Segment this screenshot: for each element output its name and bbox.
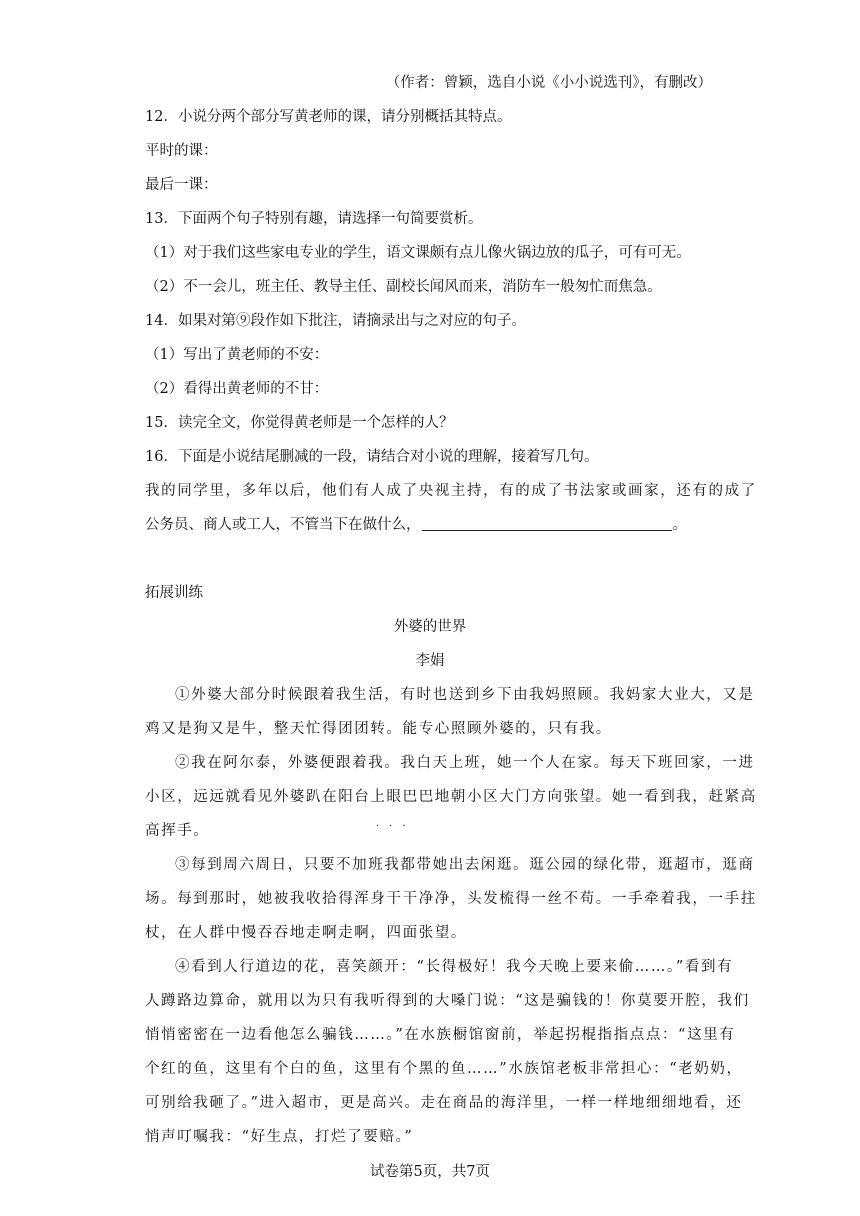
passage-title: 外婆的世界 (393, 619, 467, 635)
question-16-line2-suffix: 。 (672, 517, 687, 533)
question-12-b: 最后一课： (145, 177, 218, 193)
passage-p4-line5: 可别给我砸了。”进入超市，更是高兴。走在商品的海洋里，一样一样地细细地看，还 (145, 1095, 743, 1111)
question-13: 13．下面两个句子特别有趣，请选择一句简要赏析。 (145, 211, 483, 227)
question-15: 15．读完全文，你觉得黄老师是一个怎样的人？ (145, 415, 454, 431)
question-12: 12．小说分两个部分写黄老师的课，请分别概括其特点。 (145, 109, 512, 125)
answer-blank[interactable] (422, 516, 672, 531)
question-16-line2 (145, 515, 687, 535)
passage-p4-line1: ④看到人行道边的花，喜笑颜开：“长得极好！我今天晚上要来偷……。”看到有 (175, 959, 734, 975)
question-12-a: 平时的课： (145, 143, 218, 159)
passage-p4-line6: 悄声叮嘱我：“好生点，打烂了要赔。” (145, 1129, 414, 1145)
passage-p3-line2: 场。每到那时，她被我收拾得浑身干干净净，头发梳得一丝不苟。一手牵着我，一手拄 (145, 891, 757, 907)
passage-p3-line1: ③每到周六周日，只要不加班我都带她出去闲逛。逛公园的绿化带，逛超市，逛商 (175, 857, 755, 873)
question-14-1: （1）写出了黄老师的不安： (145, 347, 329, 363)
section-label: 拓展训练 (145, 585, 203, 601)
passage-p1-line2: 鸡又是狗又是牛，整天忙得团团转。能专心照顾外婆的，只有我。 (145, 721, 612, 737)
passage-p4-line3: 悄悄密密在一边看他怎么骗钱……。”在水族橱馆窗前，举起拐棍指指点点：“这里有 (145, 1027, 736, 1043)
passage-author: 李娟 (415, 653, 445, 669)
page-footer: 试卷第5页，共7页 (370, 1164, 490, 1180)
question-13-2: （2）不一会儿，班主任、教导主任、副校长闻风而来，消防车一般匆忙而焦急。 (145, 279, 662, 295)
passage-p4-line4: 个红的鱼，这里有个白的鱼，这里有个黑的鱼……”水族馆老板非常担心：“老奶奶， (145, 1061, 743, 1077)
question-16-line1: 我的同学里，多年以后，他们有人成了央视主持，有的成了书法家或画家，还有的成了 (145, 483, 757, 499)
question-14-2: （2）看得出黄老师的不甘： (145, 381, 329, 397)
passage-p4-line2: 人蹲路边算命，就用以为只有我听得到的大嗓门说：“这是骗钱的！你莫要开腔，我们 (145, 993, 750, 1009)
question-16-line2-prefix: 公务员、商人或工人，不管当下在做什么， (145, 517, 421, 533)
passage-p3-line3: 杖，在人群中慢吞吞地走啊走啊，四面张望。 (145, 925, 467, 941)
question-13-1: （1）对于我们这些家电专业的学生，语文课颇有点儿像火锅边放的瓜子，可有可无。 (145, 245, 691, 261)
question-14: 14．如果对第⑨段作如下批注，请摘录出与之对应的句子。 (145, 313, 526, 329)
source-line: （作者：曾颖，选自小说《小小说选刊》，有删改） (385, 75, 712, 91)
question-16: 16．下面是小说结尾删减的一段，请结合对小说的理解，接着写几句。 (145, 449, 599, 465)
passage-p1-line1: ①外婆大部分时候跟着我生活，有时也送到乡下由我妈照顾。我妈家大业大，又是 (175, 687, 755, 703)
passage-p2-line2: 小区，远远就看见外婆趴在阳台上眼巴巴地朝小区大门方向张望。她一看到我，赶紧高 (145, 789, 757, 805)
passage-p2-line1: ②我在阿尔泰，外婆便跟着我。我白天上班，她一个人在家。每天下班回家，一进 (175, 755, 755, 771)
emphasis-dots: ··· (376, 821, 416, 832)
passage-p2-line3: 高挥手。 (145, 823, 210, 839)
